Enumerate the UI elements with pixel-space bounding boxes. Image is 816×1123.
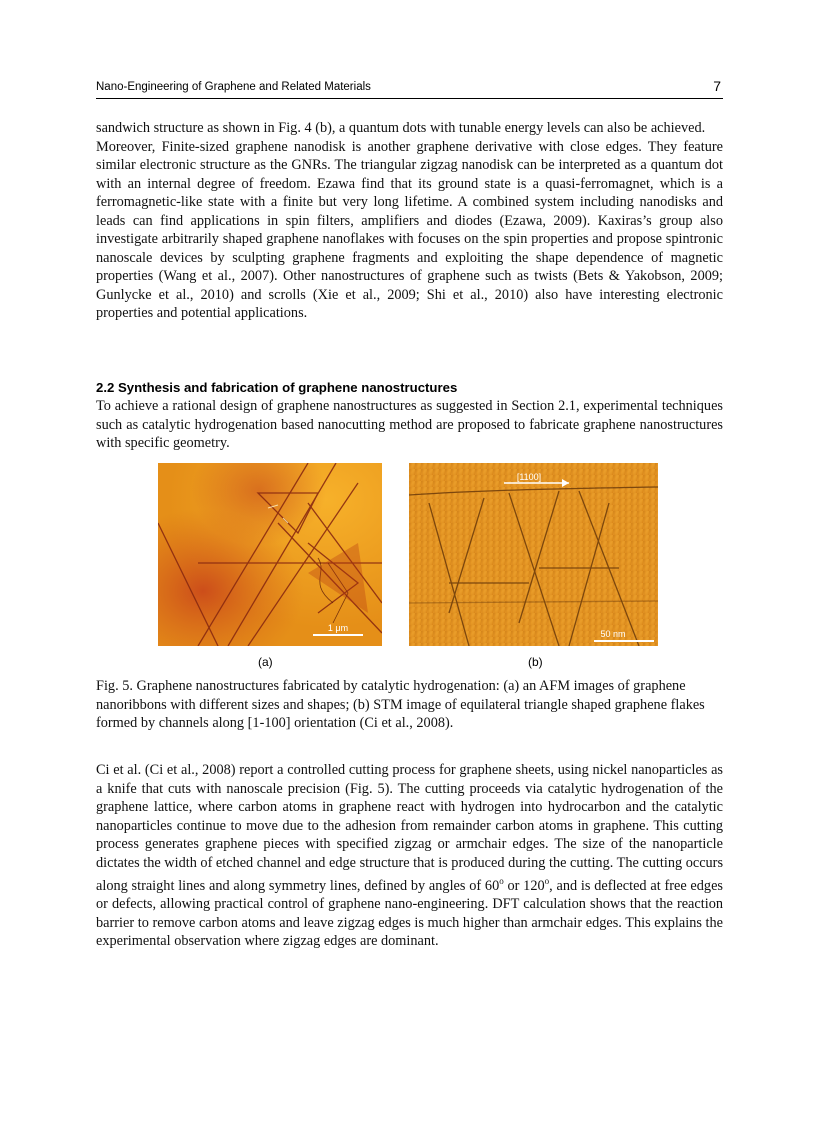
paragraph-cutting [96, 761, 723, 951]
paragraph-cutting-part2: or 120 [503, 877, 545, 894]
section-lead [96, 397, 723, 453]
scale-bar-b: 50 nm [600, 629, 626, 639]
figure-panel-b-stm-image [409, 463, 658, 646]
running-header [96, 80, 723, 99]
figure-label-a: (a) [258, 655, 273, 669]
section-heading: 2.2 Synthesis and fabrication of graphene nanostructures [96, 380, 458, 395]
degree-symbol-2: o [544, 876, 550, 886]
scale-bar-a: 1 μm [327, 623, 349, 633]
degree-symbol-1: o [499, 876, 504, 886]
paragraph-lead: To achieve a rational design of graphene nanostructures as suggested in Section 2.1, experimental techniques such as catalytic hydrogenation based nanocutting method are proposed to fabricate graphene nanostructures with specific geometry. [96, 398, 723, 451]
page-number: 7 [713, 78, 721, 94]
figure-panel-a-afm-image [158, 463, 382, 646]
paragraph-cutting-part3: , and is deflected at free edges or defects, allowing practical control of graphene nano-engineering. DFT calculation shows that the reaction barrier to remove carbon atoms and leave zigzag edges is much higher than armchair edges. This explains the experimental observation where zigzag edges are dominant. [96, 877, 723, 950]
paragraph-continuation: sandwich structure as shown in Fig. 4 (b), a quantum dots with tunable energy levels can also be achieved. [96, 120, 706, 136]
figure-caption [96, 677, 723, 733]
paragraph-nanodisk: Moreover, Finite-sized graphene nanodisk is another graphene derivative with close edges. They feature similar electronic structure as the GNRs. The triangular zigzag nanodisk can be interpreted as a quantum dot with an internal degree of freedom. Ezawa find that its ground state is a quasi-ferromagnet, which is a ferromagnetic-like state with a finite but very long lifetime. A combined system including nanodisks and leads can find applications in spin filters, amplifiers and diodes (Ezawa, 2009). Kaxiras’s group also investigate arbitrarily shaped graphene nanoflakes with focuses on the spin properties and propose spintronic nanoscale devices by sculpting graphene fragments and exploiting the shape dependence of magnetic properties (Wang et al., 2007). Other nanostructures of graphene such as twists (Bets & Yakobson, 2009; Gunlycke et al., 2010) and scrolls (Xie et al., 2009; Shi et al., 2010) also have interesting electronic properties and potential applications. [96, 138, 723, 321]
paragraph-cutting-part1: Ci et al. (Ci et al., 2008) report a controlled cutting process for graphene sheets, using nickel nanoparticles as a knife that cuts with nanoscale precision (Fig. 5). The cutting proceeds via catalytic hydrogenation of the graphene lattice, where carbon atoms in graphene react with hydrogen into hydrocarbon and the catalytic nanoparticles continue to move due to the adhesion from remainder carbon atoms in graphene. This cutting process generates graphene pieces with specified zigzag or armchair edges. The size of the nanoparticle dictates the width of etched channel and edge structure that is produced during the cutting. The cutting occurs along straight lines and along symmetry lines, defined by angles of 60 [96, 762, 724, 894]
running-title: Nano-Engineering of Graphene and Related Materials [96, 81, 371, 93]
caption-text: Fig. 5. Graphene nanostructures fabricated by catalytic hydrogenation: (a) an AFM images of graphene nanoribbons with different sizes and shapes; (b) STM image of equilateral triangle shaped graphene flakes formed by channels along [1-100] orientation (Ci et al., 2008). [96, 678, 705, 731]
intro-text [96, 119, 723, 323]
figure-label-b: (b) [528, 655, 543, 669]
direction-label-b: [1100] [516, 472, 542, 482]
final-text [96, 761, 723, 951]
